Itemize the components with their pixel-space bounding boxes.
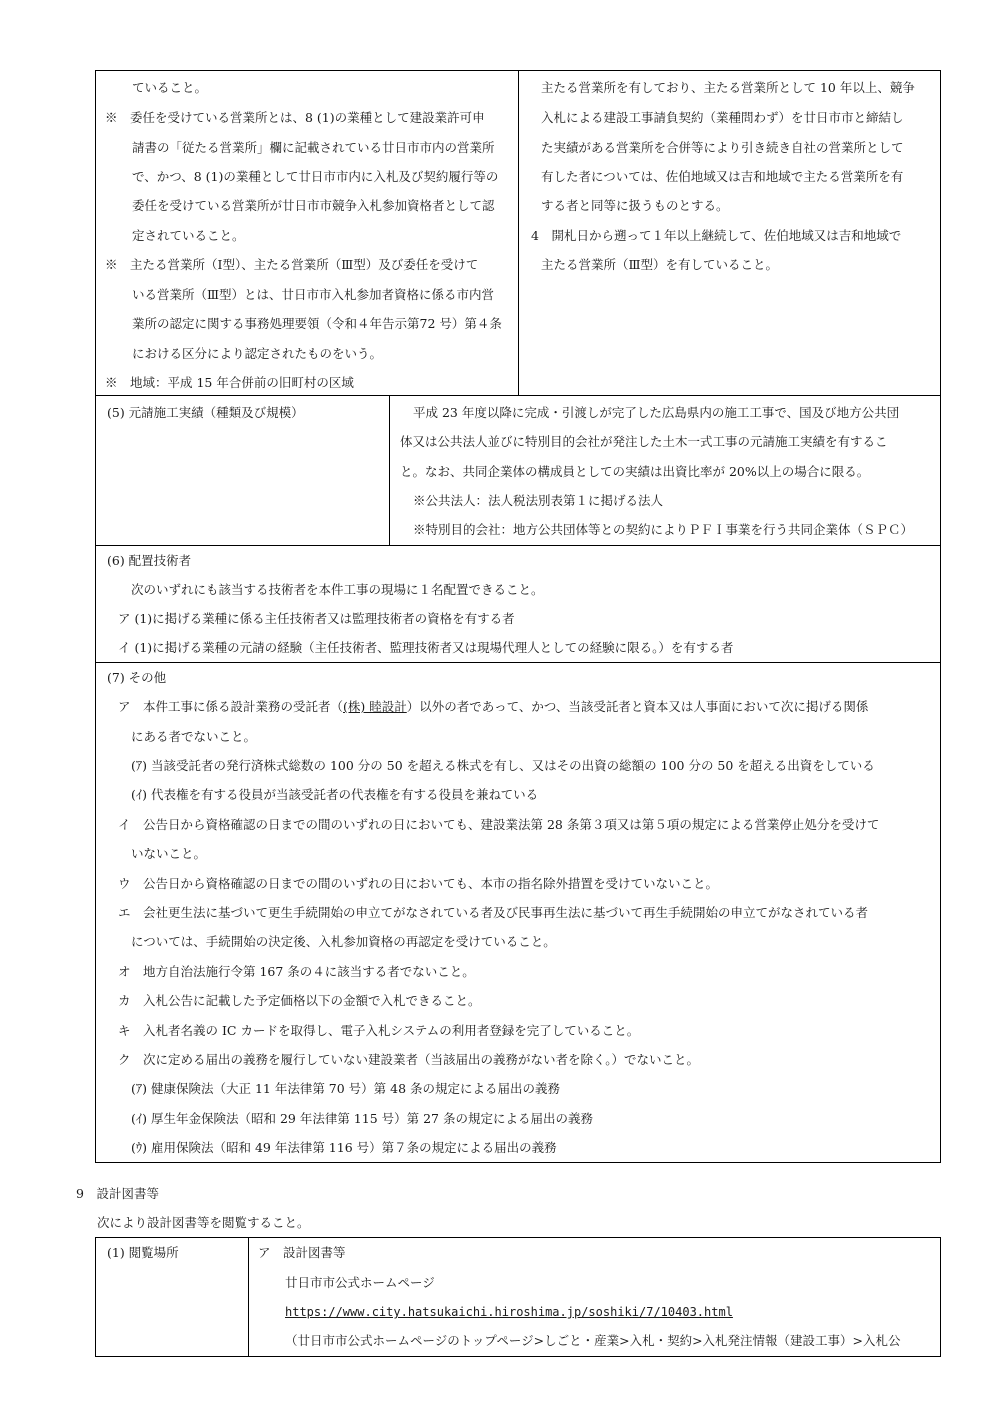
section7-line: (ｱ) 当該受託者の発行済株式総数の 100 分の 50 を超える株式を有し、又はその出資の総額の 100 分の 50 を超える出資をしている [131,758,875,773]
section9-line: ア 設計図書等 [258,1245,346,1260]
section6-line: 次のいずれにも該当する技術者を本件工事の現場に１名配置できること。 [131,582,544,597]
section7-line: イ 公告日から資格確認の日までの間のいずれの日においても、建設業法第 28 条第３項又は第５項の規定による営業停止処分を受けて [118,817,880,832]
section7-line: については、手続開始の決定後、入札参加資格の再認定を受けていること。 [131,934,556,949]
section5-label: (5) 元請施工実績（種類及び規模） [107,405,304,420]
section6-label: (6) 配置技術者 [107,553,192,568]
right-cell-line: た実績がある営業所を合併等により引き続き自社の営業所として [541,140,904,155]
section7-line: キ 入札者名義の IC カードを取得し、電子入札システムの利用者登録を完了していること。 [118,1023,640,1038]
section9-path: （廿日市市公式ホームページのトップページ>しごと・産業>入札・契約>入札発注情報（建設工事）>入札公 [285,1333,901,1348]
left-cell-line: で、かつ、8 (1)の業種として廿日市市内に入札及び契約履行等の [132,169,499,184]
right-cell-line: 入札による建設工事請負契約（業種問わず）を廿日市市と締結し [541,110,904,125]
section7-a-prefix: ア 本件工事に係る設計業務の受託者（ [118,699,344,714]
right-cell-line: 有した者については、佐伯地域又は吉和地域で主たる営業所を有 [541,169,904,184]
section7-label: (7) その他 [107,670,167,685]
section7-line: (ｳ) 雇用保険法（昭和 49 年法律第 116 号）第７条の規定による届出の義務 [131,1140,557,1155]
section9-divider [248,1237,249,1357]
right-cell-line: 4 開札日から遡って１年以上継続して、佐伯地域又は吉和地域で [531,228,902,243]
left-cell-line: ていること。 [132,80,208,95]
right-cell-line: する者と同等に扱うものとする。 [541,198,729,213]
section7-line: (ｲ) 代表権を有する役員が当該受託者の代表権を有する役員を兼ねている [131,787,539,802]
left-cell-line: ※ 地域：平成 15 年合併前の旧町村の区域 [105,375,354,390]
section5-line: ※公共法人：法人税法別表第１に掲げる法人 [413,493,664,508]
left-cell-line: ※ 主たる営業所（Ⅰ型）、主たる営業所（Ⅲ型）及び委任を受けて [105,257,479,272]
designer-name: (株) 睦設計 [343,699,407,714]
section5-divider [389,395,390,546]
right-cell-line: 主たる営業所を有しており、主たる営業所として 10 年以上、競争 [541,80,915,95]
section9-heading: 9 設計図書等 [76,1186,159,1201]
section5-line: と。なお、共同企業体の構成員としての実績は出資比率が 20%以上の場合に限る。 [400,464,870,479]
section7-line: いないこと。 [131,846,207,861]
left-cell-line: における区分により認定されたものをいう。 [132,346,383,361]
homepage-url-link[interactable]: https://www.city.hatsukaichi.hiroshima.jp/soshiki/7/10403.html [285,1305,733,1319]
section7-a-suffix: ）以外の者であって、かつ、当該受託者と資本又は人事面において次に掲げる関係 [406,699,869,714]
left-cell-line: 定されていること。 [132,228,245,243]
left-cell-line: ※ 委任を受けている営業所とは、8 (1)の業種として建設業許可申 [105,110,485,125]
section7-line: カ 入札公告に記載した予定価格以下の金額で入札できること。 [118,993,481,1008]
section7-line: にある者でないこと。 [131,729,257,744]
section7-line: エ 会社更生法に基づいて更生手続開始の申立てがなされている者及び民事再生法に基づいて再生手続開始の申立てがなされている者 [118,905,869,920]
section5-line: ※特別目的会社：地方公共団体等との契約によりＰＦＩ事業を行う共同企業体（ＳＰＣ） [413,522,914,537]
section7-line: (ｱ) 健康保険法（大正 11 年法律第 70 号）第 48 条の規定による届出の義務 [131,1081,561,1096]
section5-line: 体又は公共法人並びに特別目的会社が発注した土木一式工事の元請施工実績を有するこ [400,434,888,449]
section9-intro: 次により設計図書等を閲覧すること。 [97,1215,310,1230]
left-cell-line: 委任を受けている営業所が廿日市市競争入札参加資格者として認 [132,198,495,213]
right-cell-line: 主たる営業所（Ⅲ型）を有していること。 [541,257,779,272]
section6-line: イ (1)に掲げる業種の元請の経験（主任技術者、監理技術者又は現場代理人としての経験に限る。）を有する者 [118,640,734,655]
section7-line: ウ 公告日から資格確認の日までの間のいずれの日においても、本市の指名除外措置を受けていないこと。 [118,876,719,891]
left-cell-line: いる営業所（Ⅲ型）とは、廿日市市入札参加者資格に係る市内営 [132,287,495,302]
section7-line: (ｲ) 厚生年金保険法（昭和 29 年法律第 115 号）第 27 条の規定による届出の義務 [131,1111,593,1126]
section7-line: ク 次に定める届出の義務を履行していない建設業者（当該届出の義務がない者を除く。）でないこと。 [118,1052,700,1067]
section7-line: オ 地方自治法施行令第 167 条の４に該当する者でないこと。 [118,964,475,979]
section7-item-a [118,699,868,715]
top-table-divider [518,70,519,396]
section9-line: 廿日市市公式ホームページ [285,1275,435,1290]
left-cell-line: 請書の「従たる営業所」欄に記載されている廿日市市内の営業所 [132,140,495,155]
section6-line: ア (1)に掲げる業種に係る主任技術者又は監理技術者の資格を有する者 [118,611,515,626]
left-cell-line: 業所の認定に関する事務処理要領（令和４年告示第72 号）第４条 [132,316,502,331]
section5-line: 平成 23 年度以降に完成・引渡しが完了した広島県内の施工工事で、国及び地方公共団 [413,405,900,420]
section9-label: (1) 閲覧場所 [107,1245,179,1260]
